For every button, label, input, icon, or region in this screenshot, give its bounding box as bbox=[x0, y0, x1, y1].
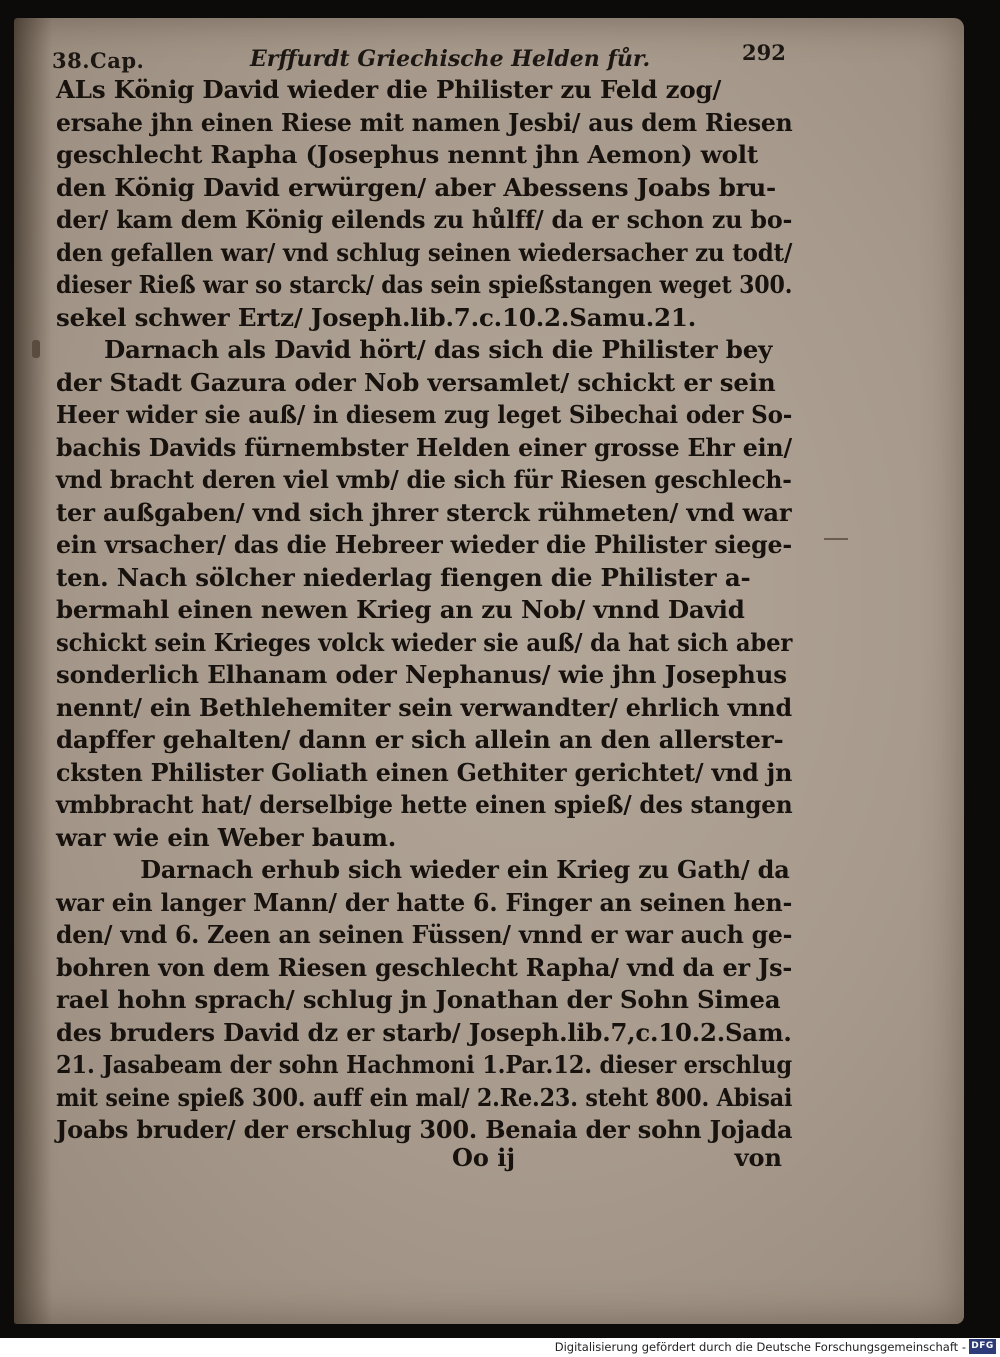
funding-credit: Digitalisierung gefördert durch die Deutsche Forschungsgemeinschaft - bbox=[554, 1340, 966, 1354]
chapter-number: 38.Cap. bbox=[52, 48, 145, 73]
text-line: ten. Nach sölcher niederlag fiengen die Philister a- bbox=[56, 562, 751, 592]
page-foot-line bbox=[56, 1143, 792, 1177]
page-gutter-shadow bbox=[14, 18, 52, 1324]
margin-ink-stroke bbox=[824, 538, 848, 540]
text-line: des bruders David dz er starb/ Joseph.lib.7,c.10.2.Sam. bbox=[56, 1017, 792, 1047]
text-line: den gefallen war/ vnd schlug seinen wiedersacher zu todt/ bbox=[56, 237, 793, 267]
text-line: war ein langer Mann/ der hatte 6. Finger an seinen hen- bbox=[56, 887, 793, 917]
folio-number: 292 bbox=[742, 40, 786, 65]
text-line: bachis Davids fürnembster Helden einer grosse Ehr ein/ bbox=[56, 432, 792, 462]
text-line: vmbbracht hat/ derselbige hette einen spieß/ des stangen bbox=[56, 790, 793, 819]
text-line: mit seine spieß 300. auff ein mal/ 2.Re.23. steht 800. Abisai bbox=[56, 1082, 793, 1112]
text-line: ALs König David wieder die Philister zu Feld zog/ bbox=[56, 75, 722, 104]
text-line: sonderlich Elhanam oder Nephanus/ wie jhn Josephus bbox=[56, 660, 787, 689]
text-line: nennt/ ein Bethlehemiter sein verwandter/ ehrlich vnnd bbox=[56, 692, 793, 722]
text-line: Joabs bruder/ der erschlug 300. Benaia der sohn Jojada bbox=[56, 1115, 793, 1144]
text-line: Heer wider sie auß/ in diesem zug leget Sibechai oder So- bbox=[56, 400, 793, 429]
signature-mark: Oo ij bbox=[452, 1143, 516, 1172]
running-title: Erffurdt Griechische Helden fůr. bbox=[250, 46, 651, 72]
text-line: bermahl einen newen Krieg an zu Nob/ vnnd David bbox=[56, 595, 745, 624]
catchword: von bbox=[734, 1143, 782, 1172]
text-line: den König David erwürgen/ aber Abessens Joabs bru- bbox=[56, 172, 776, 202]
text-line: ein vrsacher/ das die Hebreer wieder die Philister siege- bbox=[56, 530, 793, 559]
text-line: rael hohn sprach/ schlug jn Jonathan der Sohn Simea bbox=[56, 985, 781, 1014]
dfg-logo: DFG bbox=[969, 1339, 996, 1354]
text-line: Darnach als David hört/ das sich die Philister bey bbox=[104, 335, 773, 364]
digitization-footer bbox=[0, 1338, 1000, 1357]
text-line: den/ vnd 6. Zeen an seinen Füssen/ vnnd er war auch ge- bbox=[56, 920, 793, 949]
text-line: bohren von dem Riesen geschlecht Rapha/ vnd da er Js- bbox=[56, 952, 793, 982]
text-line: der Stadt Gazura oder Nob versamlet/ schickt er sein bbox=[56, 367, 776, 397]
text-line: schickt sein Krieges volck wieder sie auß/ da hat sich aber bbox=[56, 627, 793, 657]
body-text bbox=[56, 74, 792, 1147]
text-line: sekel schwer Ertz/ Joseph.lib.7.c.10.2.Samu.21. bbox=[56, 302, 697, 332]
text-line: cksten Philister Goliath einen Gethiter gerichtet/ vnd jn bbox=[56, 757, 793, 787]
text-line: war wie ein Weber baum. bbox=[56, 822, 397, 852]
text-line: dieser Rieß war so starck/ das sein spießstangen weget 300. bbox=[56, 270, 793, 299]
text-line: Darnach erhub sich wieder ein Krieg zu Gath/ da bbox=[140, 855, 790, 884]
text-line: dapffer gehalten/ dann er sich allein an den allerster- bbox=[56, 725, 784, 754]
text-line: vnd bracht deren viel vmb/ die sich für Riesen geschlech- bbox=[56, 465, 792, 494]
text-line: der/ kam dem König eilends zu hůlff/ da er schon zu bo- bbox=[56, 205, 793, 234]
text-line: geschlecht Rapha (Josephus nennt jhn Aemon) wolt bbox=[56, 140, 758, 169]
text-line: ersahe jhn einen Riese mit namen Jesbi/ aus dem Riesen bbox=[56, 107, 793, 137]
text-line: 21. Jasabeam der sohn Hachmoni 1.Par.12. dieser erschlug bbox=[56, 1050, 792, 1079]
text-line: ter außgaben/ vnd sich jhrer sterck rühmeten/ vnd war bbox=[56, 497, 792, 527]
margin-ink-spot bbox=[32, 340, 40, 358]
